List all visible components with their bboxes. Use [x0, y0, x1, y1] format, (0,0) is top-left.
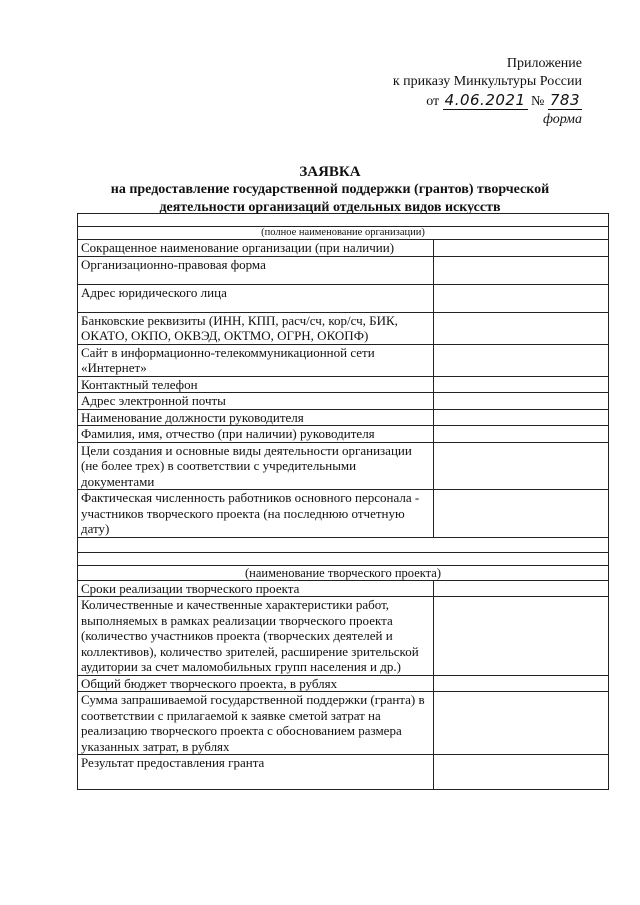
field-label: Количественные и качественные характеристики работ, выполняемых в рамках реализации творческого проекта (количество участников проекта (творческих деятелей и коллективов), количество зрителей, расширение зрительской аудитории за счет маломобильных групп населения и др.): [78, 597, 434, 676]
table-row: [78, 692, 609, 755]
form-label: форма: [543, 112, 582, 127]
field-label: Цели создания и основные виды деятельности организации (не более трех) в соответствии с учредительными документами: [78, 442, 434, 490]
field-value[interactable]: [434, 284, 609, 312]
field-label: Адрес юридического лица: [78, 284, 434, 312]
field-value[interactable]: [434, 755, 609, 790]
field-label: Общий бюджет творческого проекта, в рублях: [78, 675, 434, 692]
field-label: Сокращенное наименование организации (при наличии): [78, 240, 434, 257]
appendix-header: [393, 55, 582, 129]
order-reference: к приказу Минкультуры России: [392, 74, 582, 89]
table-row: [78, 312, 609, 344]
table-row: [78, 376, 609, 393]
field-value[interactable]: [434, 240, 609, 257]
field-value[interactable]: [434, 376, 609, 393]
project-name-blank-row: [78, 552, 609, 565]
application-form-table: [77, 213, 609, 790]
field-value[interactable]: [434, 692, 609, 755]
table-row: [78, 490, 609, 538]
field-label: Сайт в информационно-телекоммуникационной сети «Интернет»: [78, 344, 434, 376]
from-prefix: от: [426, 94, 440, 109]
project-name-caption-row: [78, 565, 609, 580]
field-value[interactable]: [434, 344, 609, 376]
appendix-label: Приложение: [506, 56, 582, 71]
handwritten-date: 4.06.2021: [444, 91, 526, 109]
field-value[interactable]: [434, 580, 609, 597]
table-row: [78, 442, 609, 490]
field-label: Фамилия, имя, отчество (при наличии) руководителя: [78, 426, 434, 443]
field-value[interactable]: [434, 256, 609, 284]
spacer-cell: [78, 537, 609, 552]
org-full-name-field[interactable]: [78, 214, 609, 227]
table-row: [78, 240, 609, 257]
field-value[interactable]: [434, 675, 609, 692]
table-row: [78, 393, 609, 410]
title-line-2: деятельности организаций отдельных видов искусств: [159, 200, 501, 215]
handwritten-number: 783: [549, 91, 580, 109]
field-label: Наименование должности руководителя: [78, 409, 434, 426]
order-date-number: [393, 91, 582, 111]
number-prefix: №: [531, 94, 545, 109]
field-value[interactable]: [434, 426, 609, 443]
field-label: Сумма запрашиваемой государственной поддержки (гранта) в соответствии с прилагаемой к заявке сметой затрат на реализацию творческого проекта с обоснованием размера указанных затрат, в рублях: [78, 692, 434, 755]
field-label: Результат предоставления гранта: [78, 755, 434, 790]
field-value[interactable]: [434, 312, 609, 344]
spacer-row: [78, 537, 609, 552]
org-name-caption-row: [78, 227, 609, 240]
table-row: [78, 256, 609, 284]
field-value[interactable]: [434, 597, 609, 676]
field-value[interactable]: [434, 442, 609, 490]
document-title: [60, 163, 600, 217]
table-row: [78, 755, 609, 790]
title-main: ЗАЯВКА: [299, 164, 361, 180]
table-row: [78, 344, 609, 376]
table-row: [78, 580, 609, 597]
field-label: Сроки реализации творческого проекта: [78, 580, 434, 597]
org-full-name-caption: (полное наименование организации): [78, 227, 609, 240]
field-value[interactable]: [434, 409, 609, 426]
field-label: Фактическая численность работников основного персонала - участников творческого проекта (на последнюю отчетную дату): [78, 490, 434, 538]
field-label: Организационно-правовая форма: [78, 256, 434, 284]
field-value[interactable]: [434, 393, 609, 410]
project-name-field[interactable]: [78, 552, 609, 565]
field-label: Контактный телефон: [78, 376, 434, 393]
table-row: [78, 597, 609, 676]
field-label: Банковские реквизиты (ИНН, КПП, расч/сч, кор/сч, БИК, ОКАТО, ОКПО, ОКВЭД, ОКТМО, ОГРН, ОКОПФ): [78, 312, 434, 344]
project-name-caption: (наименование творческого проекта): [78, 565, 609, 580]
org-name-blank-row: [78, 214, 609, 227]
title-line-1: на предоставление государственной поддержки (грантов) творческой: [110, 182, 550, 197]
table-row: [78, 675, 609, 692]
field-label: Адрес электронной почты: [78, 393, 434, 410]
table-row: [78, 409, 609, 426]
table-row: [78, 426, 609, 443]
table-row: [78, 284, 609, 312]
field-value[interactable]: [434, 490, 609, 538]
